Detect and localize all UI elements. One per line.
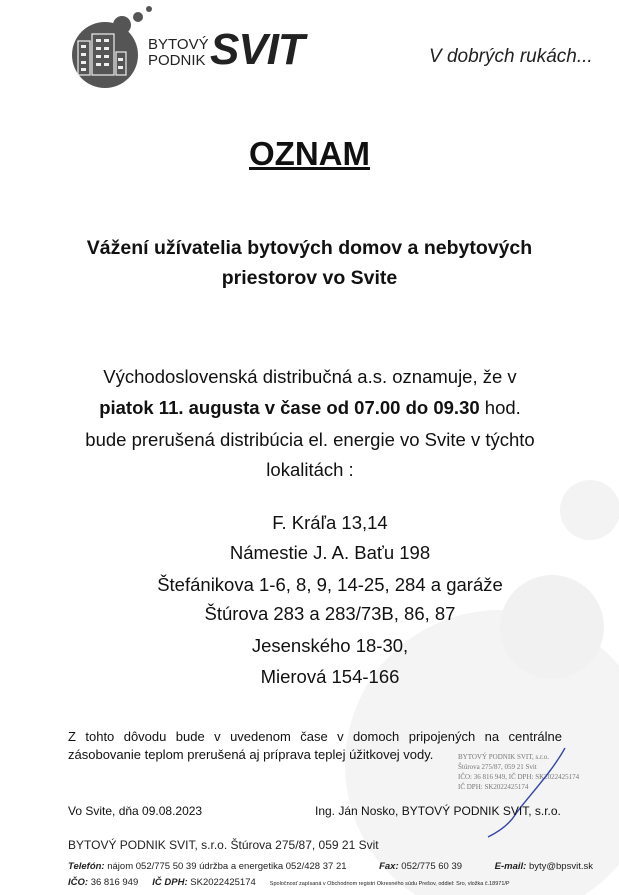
- note-line2: zásobovanie teplom prerušená aj príprava teplej úžitkovej vody.: [68, 747, 434, 762]
- email-link[interactable]: byty@bpsvit.sk: [528, 861, 593, 872]
- footer-contacts: [68, 861, 593, 872]
- fax-label: Fax:: [379, 861, 399, 872]
- dic-label: IČ DPH:: [152, 877, 188, 888]
- stamp-line: IČO: 36 816 949, IČ DPH: SK2022425174: [458, 773, 580, 781]
- body-line4: lokalitách :: [266, 459, 354, 480]
- place-date: Vo Svite, dňa 09.08.2023: [68, 804, 203, 818]
- logo-line1: BYTOVÝ: [148, 36, 209, 53]
- outage-time: piatok 11. augusta v čase od 07.00 do 09.30: [99, 397, 480, 418]
- stamp-line: Štúrova 275/87, 059 21 Svit: [458, 763, 537, 771]
- background-circle: [560, 480, 619, 540]
- phone-group: [68, 861, 347, 872]
- phone-label: Telefón:: [68, 861, 105, 872]
- fax-group: [379, 861, 462, 872]
- location-item: Námestie J. A. Baťu 198: [229, 542, 431, 563]
- email-label: E-mail:: [494, 861, 527, 872]
- location-item: Mierová 154-166: [260, 666, 400, 687]
- email-group: [495, 861, 593, 872]
- location-item: F. Kráľa 13,14: [272, 512, 388, 533]
- fax-value: 052/775 60 39: [401, 861, 463, 872]
- ico-label: IČO:: [68, 877, 89, 888]
- location-item: Štefánikova 1-6, 8, 9, 14-25, 284 a garáže: [157, 574, 503, 595]
- body-line2: [30, 397, 590, 419]
- body-line2-rest: hod.: [479, 397, 521, 418]
- body-line3: bude prerušená distribúcia el. energie vo Svite v týchto: [85, 429, 535, 450]
- signatory: Ing. Ján Nosko, BYTOVÝ PODNIK SVIT, s.r.o.: [315, 804, 561, 818]
- logo-building-icon: [60, 3, 160, 88]
- stamp-line: BYTOVÝ PODNIK SVIT, s.r.o.: [458, 753, 549, 761]
- location-item: Štúrova 283 a 283/73B, 86, 87: [204, 603, 456, 624]
- page-title: OZNAM: [249, 135, 370, 172]
- ico-value: 36 816 949: [90, 877, 139, 888]
- note-line1: Z tohto dôvodu bude v uvedenom čase v domoch pripojených na centrálne: [68, 729, 562, 744]
- dic-value: SK2022425174: [190, 877, 256, 888]
- stamp-line: IČ DPH: SK2022425174: [458, 783, 529, 791]
- greeting-line1: Vážení užívatelia bytových domov a nebytových: [86, 237, 533, 259]
- slogan: V dobrých rukách...: [429, 46, 593, 67]
- footer-address: BYTOVÝ PODNIK SVIT, s.r.o. Štúrova 275/87, 059 21 Svit: [68, 838, 379, 852]
- footer-ids: [68, 877, 593, 888]
- logo-line2: PODNIK: [148, 52, 206, 69]
- dic-group: [152, 877, 256, 888]
- logo-brand: SVIT: [210, 25, 304, 74]
- greeting-line2: priestorov vo Svite: [221, 267, 398, 289]
- logo: [60, 3, 310, 88]
- body-line1: Východoslovenská distribučná a.s. oznamuje, že v: [103, 366, 517, 387]
- ico-group: [68, 877, 138, 888]
- registry-note: Spoločnosť zapísaná v Obchodnom registri Okresného súdu Prešov, oddiel: Sro, vložka č.18971/P: [269, 881, 510, 887]
- location-item: Jesenského 18-30,: [251, 635, 409, 656]
- phone-value: nájom 052/775 50 39 údržba a energetika 052/428 37 21: [107, 861, 347, 872]
- signature: [480, 745, 570, 840]
